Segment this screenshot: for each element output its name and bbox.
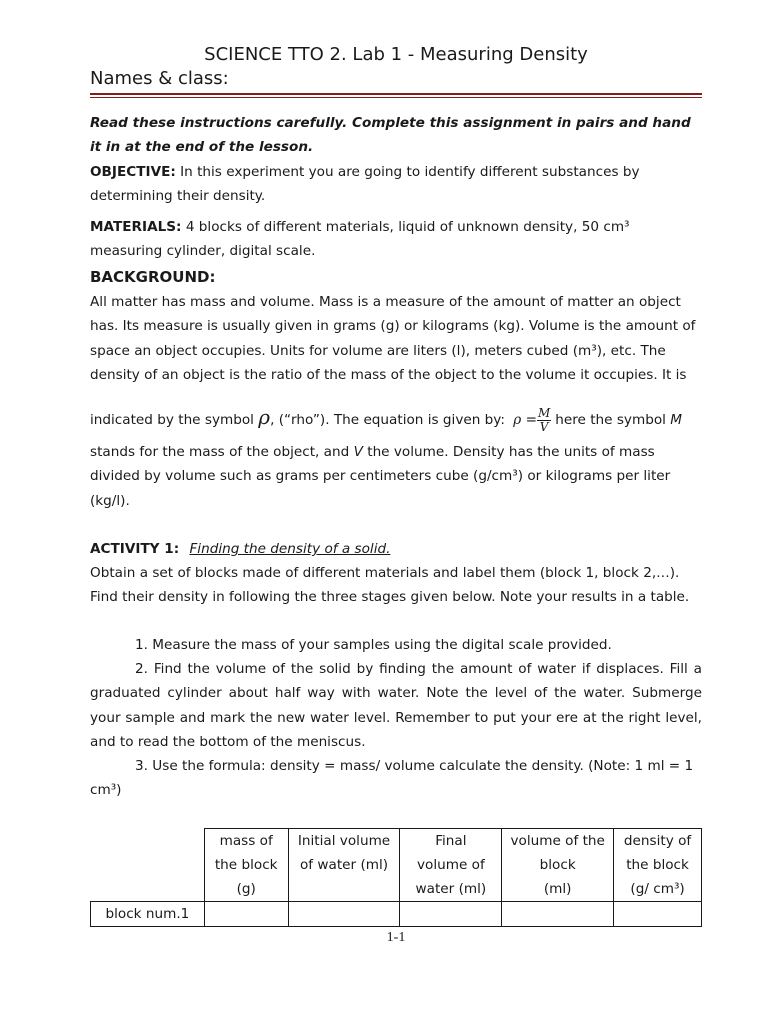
- header-volume-line3: (ml): [543, 881, 572, 897]
- activity1-intro: Obtain a set of blocks made of different materials and label them (block 1, block 2,…). Find their density in following the three stages given below. Note your results in a table.: [90, 565, 690, 606]
- objective-label: OBJECTIVE:: [90, 164, 176, 180]
- activity1-title: Finding the density of a solid.: [189, 541, 391, 557]
- page-title: SCIENCE TTO 2. Lab 1 - Measuring Density: [204, 44, 588, 65]
- para2-part-b: the volume. Density has the units of mass divided by volume such as grams per centimeters cube (g/cm³) or kilograms per liter (kg/l).: [90, 444, 671, 509]
- cell-final-volume-input[interactable]: [400, 902, 502, 927]
- results-table: [90, 828, 702, 927]
- cell-block-volume-input[interactable]: [502, 902, 614, 927]
- header-mass-line1: mass of: [219, 833, 273, 849]
- header-mass: [204, 829, 288, 902]
- formula-numerator: M: [537, 406, 551, 420]
- formula-denominator: V: [539, 420, 549, 434]
- cell-initial-volume-input[interactable]: [288, 902, 400, 927]
- header-mass-line3: (g): [236, 881, 256, 897]
- rho-symbol: ρ: [258, 405, 271, 429]
- header-volume-line1: volume of the: [510, 833, 605, 849]
- activity1-step-3: 3. Use the formula: density = mass/ volume calculate the density. (Note: 1 ml = 1 cm³): [90, 758, 694, 799]
- volume-symbol: V: [353, 444, 363, 460]
- header-volume-line2: block: [539, 857, 576, 873]
- symbol-line: [90, 402, 702, 435]
- header-initial-volume: [288, 829, 400, 902]
- header-final-volume: [400, 829, 502, 902]
- density-formula: [513, 405, 551, 435]
- background-paragraph-2: [90, 440, 702, 513]
- table-corner-cell: [91, 829, 205, 902]
- objective-paragraph: [90, 160, 702, 209]
- names-class-label: Names & class:: [90, 68, 229, 89]
- header-density-line2: the block: [626, 857, 689, 873]
- objective-text: In this experiment you are going to identify different substances by determining their density.: [90, 164, 640, 205]
- cell-mass-input[interactable]: [204, 902, 288, 927]
- formula-fraction: [537, 407, 551, 434]
- header-initial-line2: of water (ml): [299, 857, 389, 873]
- materials-paragraph: [90, 215, 702, 264]
- table-header-row: [91, 829, 702, 902]
- cell-density-input[interactable]: [614, 902, 702, 927]
- instructions-text: Read these instructions carefully. Complete this assignment in pairs and hand it in at the end of the lesson.: [90, 115, 691, 156]
- materials-label: MATERIALS:: [90, 219, 182, 235]
- para2-part-a: stands for the mass of the object, and: [90, 444, 350, 460]
- symbol-pre-text: indicated by the symbol: [90, 412, 254, 428]
- table-row: [91, 902, 702, 927]
- header-initial-line1: Initial volume: [297, 833, 391, 849]
- header-density: [614, 829, 702, 902]
- header-rule-thin: [90, 97, 702, 98]
- background-heading: BACKGROUND:: [90, 268, 216, 286]
- row-label-block-1: block num.1: [91, 902, 205, 927]
- background-paragraph-1: All matter has mass and volume. Mass is a measure of the amount of matter an object has. Its measure is usually given in grams (g) or kilograms (kg). Volume is the amount of space an object occupies. Units for volume are liters (l), meters cubed (m³), etc. The density of an object is the ratio of the mass of the object to the volume it occupies. It is: [90, 294, 696, 383]
- activity1-label: ACTIVITY 1:: [90, 541, 180, 557]
- page-number: 1-1: [386, 930, 406, 945]
- symbol-post-text: here the symbol: [555, 412, 666, 428]
- mass-symbol: M: [670, 412, 683, 428]
- header-density-line3: (g/ cm³): [630, 881, 685, 897]
- activity1-heading: [90, 537, 702, 561]
- header-final-line2: volume of: [416, 857, 485, 873]
- formula-lhs: ρ =: [513, 412, 537, 428]
- header-rule-thick: [90, 93, 702, 95]
- activity1-step-2: 2. Find the volume of the solid by finding the amount of water if displaces. Fill a graduated cylinder about half way with water. Note the level of the water. Submerge your sample and mark the new water level. Remember to put your ere at the right level, and to read the bottom of the meniscus.: [90, 661, 702, 750]
- activity1-step-1: 1. Measure the mass of your samples using the digital scale provided.: [135, 637, 612, 653]
- symbol-mid-text: , (“rho”). The equation is given by:: [270, 412, 505, 428]
- header-final-line1: Final: [435, 833, 467, 849]
- header-density-line1: density of: [623, 833, 692, 849]
- header-block-volume: [502, 829, 614, 902]
- header-final-line3: water (ml): [415, 881, 487, 897]
- header-mass-line2: the block: [214, 857, 278, 873]
- materials-text: 4 blocks of different materials, liquid of unknown density, 50 cm³ measuring cylinder, digital scale.: [90, 219, 630, 260]
